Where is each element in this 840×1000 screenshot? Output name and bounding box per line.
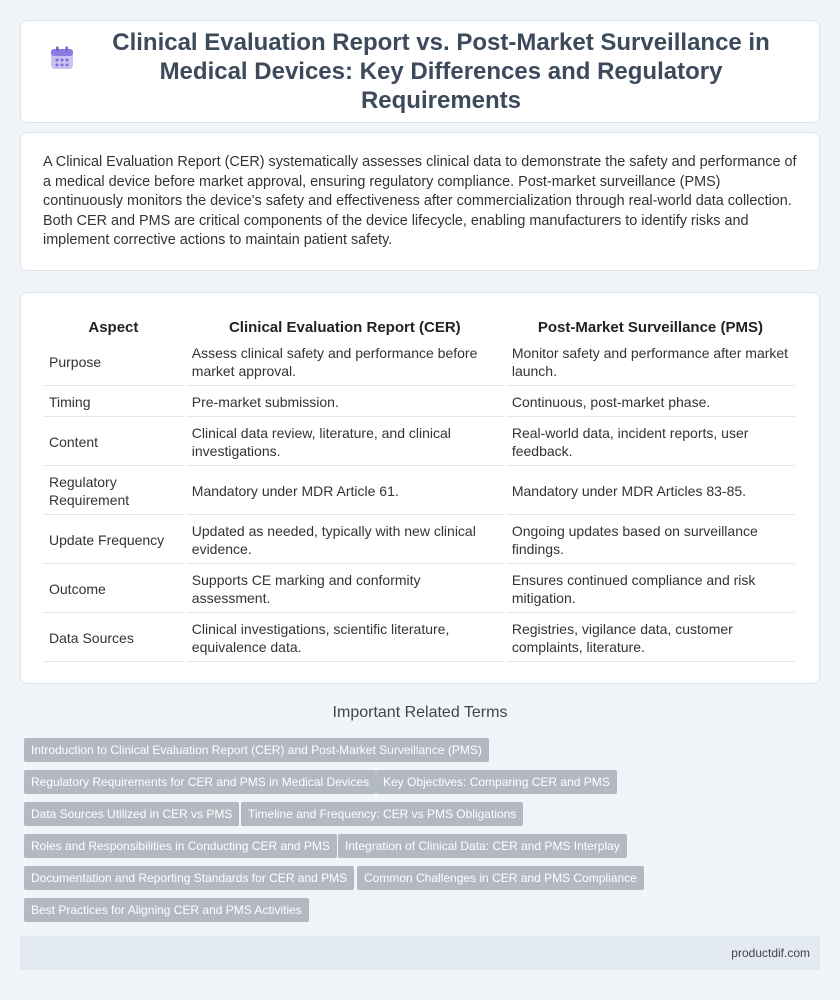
row-aspect: Content	[43, 419, 184, 466]
related-term-link[interactable]: Roles and Responsibilities in Conducting CER and PMS	[24, 834, 337, 858]
row-cer-value: Assess clinical safety and performance before market approval.	[186, 339, 504, 386]
table-row	[43, 388, 795, 417]
table-header-row	[43, 317, 795, 337]
table-row	[43, 339, 795, 386]
row-aspect: Data Sources	[43, 615, 184, 662]
table-row	[43, 419, 795, 466]
table-row	[43, 468, 795, 515]
table-row	[43, 615, 795, 662]
row-aspect: Outcome	[43, 566, 184, 613]
row-pms-value: Registries, vigilance data, customer complaints, literature.	[506, 615, 795, 662]
footer-site-link[interactable]: productdif.com	[731, 946, 810, 960]
row-aspect: Timing	[43, 388, 184, 417]
row-cer-value: Clinical data review, literature, and clinical investigations.	[186, 419, 504, 466]
row-pms-value: Real-world data, incident reports, user feedback.	[506, 419, 795, 466]
related-term-link[interactable]: Common Challenges in CER and PMS Compliance	[357, 866, 644, 890]
column-header-cer: Clinical Evaluation Report (CER)	[228, 318, 461, 336]
related-term-link[interactable]: Data Sources Utilized in CER vs PMS	[24, 802, 239, 826]
row-pms-value: Mandatory under MDR Articles 83-85.	[506, 468, 795, 515]
table-row	[43, 566, 795, 613]
row-cer-value: Updated as needed, typically with new clinical evidence.	[186, 517, 504, 564]
calendar-icon	[49, 45, 75, 71]
related-term-link[interactable]: Integration of Clinical Data: CER and PMS Interplay	[338, 834, 627, 858]
row-pms-value: Monitor safety and performance after market launch.	[506, 339, 795, 386]
table-row	[43, 517, 795, 564]
related-term-link[interactable]: Introduction to Clinical Evaluation Report (CER) and Post-Market Surveillance (PMS)	[24, 738, 489, 762]
row-pms-value: Ongoing updates based on surveillance findings.	[506, 517, 795, 564]
column-header-pms: Post-Market Surveillance (PMS)	[537, 318, 763, 336]
footer	[20, 936, 820, 970]
row-pms-value: Ensures continued compliance and risk mitigation.	[506, 566, 795, 613]
related-term-link[interactable]: Timeline and Frequency: CER vs PMS Obligations	[241, 802, 523, 826]
page-title: Clinical Evaluation Report vs. Post-Market Surveillance in Medical Devices: Key Differences and Regulatory Requirements	[112, 29, 770, 114]
related-term-link[interactable]: Key Objectives: Comparing CER and PMS	[376, 770, 617, 794]
row-cer-value: Clinical investigations, scientific literature, equivalence data.	[186, 615, 504, 662]
row-aspect: Purpose	[43, 339, 184, 386]
related-term-link[interactable]: Regulatory Requirements for CER and PMS in Medical Devices	[24, 770, 376, 794]
related-term-link[interactable]: Documentation and Reporting Standards for CER and PMS	[24, 866, 354, 890]
row-cer-value: Supports CE marking and conformity assessment.	[186, 566, 504, 613]
related-term-link[interactable]: Best Practices for Aligning CER and PMS Activities	[24, 898, 309, 922]
column-header-aspect: Aspect	[88, 318, 139, 336]
row-cer-value: Mandatory under MDR Article 61.	[186, 468, 504, 515]
intro-card	[20, 132, 820, 271]
row-aspect: Update Frequency	[43, 517, 184, 564]
row-cer-value: Pre-market submission.	[186, 388, 504, 417]
row-pms-value: Continuous, post-market phase.	[506, 388, 795, 417]
header-card	[20, 20, 820, 123]
comparison-card	[20, 292, 820, 684]
intro-paragraph: A Clinical Evaluation Report (CER) systematically assesses clinical data to demonstrate the safety and performance of a medical device before market approval, ensuring regulatory compliance. Post-market surveillance (PMS) continuously monitors the device's safety and effectiveness after commercialization through real-world data collection. Both CER and PMS are critical components of the device lifecycle, enabling manufacturers to identify risks and implement corrective actions to maintain patient safety.	[43, 154, 797, 248]
row-aspect: Regulatory Requirement	[43, 468, 184, 515]
comparison-table	[41, 315, 797, 664]
related-terms-title: Important Related Terms	[332, 704, 508, 721]
